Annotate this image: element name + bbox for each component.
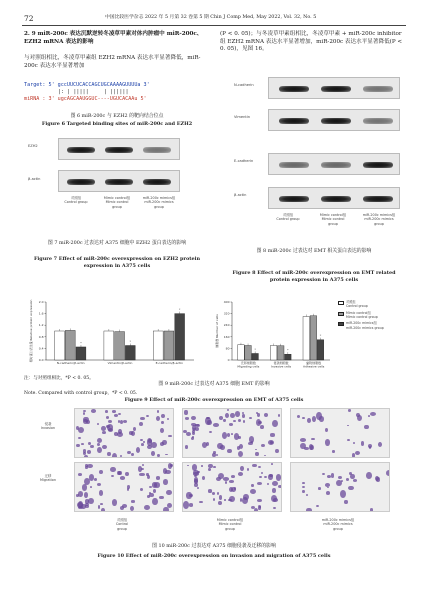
figure10-caption-cn: 图 10 miR-200c 过表达对 A375 细胞侵袭及迁移的影响 (152, 543, 276, 549)
pairing-lines: |: | ||||| | |||||| (58, 88, 129, 95)
x-tick-label: Migrating cells (237, 364, 260, 369)
bar (55, 331, 65, 360)
bar (285, 354, 292, 360)
row-label: 迁移 Migration (40, 474, 56, 483)
blot-strip-ezh2 (58, 138, 180, 160)
figure10-micrographs (40, 408, 406, 528)
y-tick-label: 1.2 (38, 323, 44, 328)
bar (164, 331, 174, 360)
section-heading: 2. 9 miR-200c 表达沉默逆转冬凌草甲素对体内肿瘤中 miR-200c、EZH2 mRNA 表达的影响 (24, 31, 203, 45)
mirna-seq-label: miRNA : 3' (24, 95, 55, 102)
y-tick-label: 0.0 (38, 358, 44, 362)
bar (76, 347, 86, 360)
x-tick-label: 黏附细胞数 (306, 361, 322, 365)
y-tick-label: 2.0 (38, 300, 44, 304)
group-label: miR-200c mimics组 miR-200c mimics group (142, 196, 176, 209)
bar (65, 330, 75, 360)
y-tick-label: 160 (223, 334, 230, 339)
y-axis-label: 相对蛋白表达量 Relative protein expression (29, 299, 33, 363)
legend-item: Mimic control组 Mimic control group (338, 311, 408, 320)
x-tick-label: 迁移细胞数 (240, 361, 256, 365)
bar (175, 314, 185, 360)
bar (317, 340, 324, 360)
y-tick-label: 0.8 (38, 334, 44, 339)
figure8-caption-cn: 图 8 miR-200c 过表达对 EMT 相关蛋白表达的影响 (256, 248, 372, 254)
micrograph-tile (74, 462, 174, 512)
row-label: Vimentin (234, 115, 251, 119)
blot-strip-vimentin (268, 109, 400, 131)
micrograph-tile (74, 408, 174, 458)
x-tick-label: N-cadherin/β-actin (56, 361, 85, 365)
significance-mark: * (319, 333, 322, 338)
bar (153, 331, 163, 360)
figure9-chart-protein (28, 298, 198, 372)
legend-item: miR-200c mimics组 miR-200c mimics group (338, 321, 408, 330)
figure10-caption-en: Figure 10 Effect of miR-200c overexpression on invasion and migration of A375 cells (97, 553, 331, 559)
y-tick-label: 320 (223, 311, 230, 316)
target-seq-label: Target: 5' (24, 82, 55, 88)
figure9-chart-cells (214, 298, 334, 372)
group-label: 对照组 Control group (115, 518, 129, 531)
micrograph-tile (182, 462, 282, 512)
y-tick-label: 400 (223, 300, 230, 304)
figure9-note: 注：与对照组相比，*P < 0. 05。 (24, 376, 94, 381)
micrograph-tile (290, 462, 390, 512)
bar (104, 331, 114, 360)
left-paragraph: 与对照组相比，冬凌草甲素组 EZH2 mRNA 表达水平显著降低，miR-200c 表达水平显著增加 (24, 55, 201, 69)
x-tick-label: E-cadherin/β-actin (155, 361, 184, 365)
bar (245, 346, 252, 361)
y-tick-label: 80 (225, 346, 230, 351)
blot-strip-ecad (268, 153, 400, 175)
y-tick-label: 0 (227, 358, 230, 362)
row-label: E-cadherin (234, 159, 254, 163)
group-label: Mimic control组 Mimic control group (319, 213, 347, 226)
x-tick-label: Invasive cells (270, 364, 292, 369)
bar (270, 346, 277, 361)
row-label: β-actin (234, 193, 247, 197)
significance-mark: * (178, 307, 181, 312)
figure8-blot (234, 75, 406, 265)
figure7-caption-en: Figure 7 Effect of miR-200c overexpression on EZH2 protein expression in A375 cells (33, 256, 201, 269)
significance-mark: * (254, 347, 256, 352)
bar (238, 345, 245, 360)
y-axis-label: 细胞数 Number of cells (215, 314, 219, 348)
row-label: N-cadherin (234, 83, 254, 87)
row-label: 侵袭 Invasion (40, 422, 56, 431)
y-tick-label: 1.6 (38, 311, 44, 316)
group-label: miR-200c mimics组 miR-200c mimics group (362, 213, 396, 226)
legend-item: 对照组 Control group (338, 300, 408, 309)
blot-strip-actin (58, 170, 180, 192)
x-tick-label: Adhesive cells (302, 364, 325, 369)
figure8-caption-en: Figure 8 Effect of miR-200c overexpression on EMT related protein expression in A375 cells (232, 270, 396, 283)
figure9-legend (338, 300, 408, 330)
bar (310, 316, 317, 360)
figure7-caption-cn: 图 7 miR-200c 过表达对 A375 细胞中 EZH2 蛋白表达的影响 (47, 240, 187, 246)
row-label: EZH2 (28, 144, 38, 148)
blot-strip-ncad (268, 77, 400, 99)
figure6 (24, 82, 214, 103)
target-seq: gccUUCUCACCAGCUGCAAAAGUUUUa 3' (57, 82, 150, 88)
significance-mark: * (287, 348, 289, 353)
bar (115, 332, 125, 360)
figure7-blot (28, 134, 190, 234)
group-label: miR-200c mimics组 miR-200c mimics group (321, 518, 355, 531)
right-paragraph: (P < 0. 05)；与冬凌草甲素组相比，冬凌草甲素 + miR-200c inhibitor 组 EZH2 mRNA 表达水平显著增加，miR-200c 表达水平显著降低(P < 0. 05)，见图 16。 (220, 31, 403, 53)
figure9-caption-cn: 图 9 miR-200c 过表达对 A375 细胞 EMT 的影响 (158, 381, 270, 387)
micrograph-tile (290, 408, 390, 458)
group-label: 对照组 Control group (64, 196, 88, 205)
figure10-group-labels (70, 518, 406, 540)
group-label: Mimic control组 Mimic control group (216, 518, 244, 531)
bar (252, 353, 259, 360)
header-rule (22, 25, 406, 26)
figure9-caption-en: Figure 9 Effect of miR-200c overexpression on EMT of A375 cells (124, 397, 304, 403)
mirna-seq: ugcAGCAAUGGUC----UGUCACAAu 5' (57, 95, 147, 102)
group-label: 对照组 Control group (276, 213, 300, 222)
x-tick-label: Vimentin/β-actin (107, 361, 133, 365)
page-number: 72 (24, 14, 34, 23)
y-tick-label: 240 (223, 323, 230, 328)
journal-header: 中国比较医学杂志 2022 年 5 月第 32 卷第 5 期 Chin J Comp Med, May 2022, Vol. 32, No. 5 (105, 15, 317, 20)
blot-strip-actin (268, 187, 400, 209)
significance-mark: * (80, 340, 82, 345)
bar (303, 317, 310, 361)
significance-mark: * (129, 339, 132, 344)
micrograph-tile (182, 408, 282, 458)
group-label: Mimic control组 Mimic control group (103, 196, 131, 209)
figure9-note-en: Note. Compared with control group，*P < 0. 05. (24, 391, 138, 396)
bar (125, 346, 135, 361)
row-label: β-actin (28, 177, 41, 181)
y-tick-label: 0.4 (38, 346, 44, 351)
bar (277, 346, 284, 360)
figure6-caption-en: Figure 6 Targeted binding sites of miR-200c and EZH2 (41, 121, 193, 127)
x-tick-label: 侵袭细胞数 (273, 361, 289, 365)
figure6-caption-cn: 图 6 miR-200c 与 EZH2 的靶向结合位点 (70, 113, 164, 119)
